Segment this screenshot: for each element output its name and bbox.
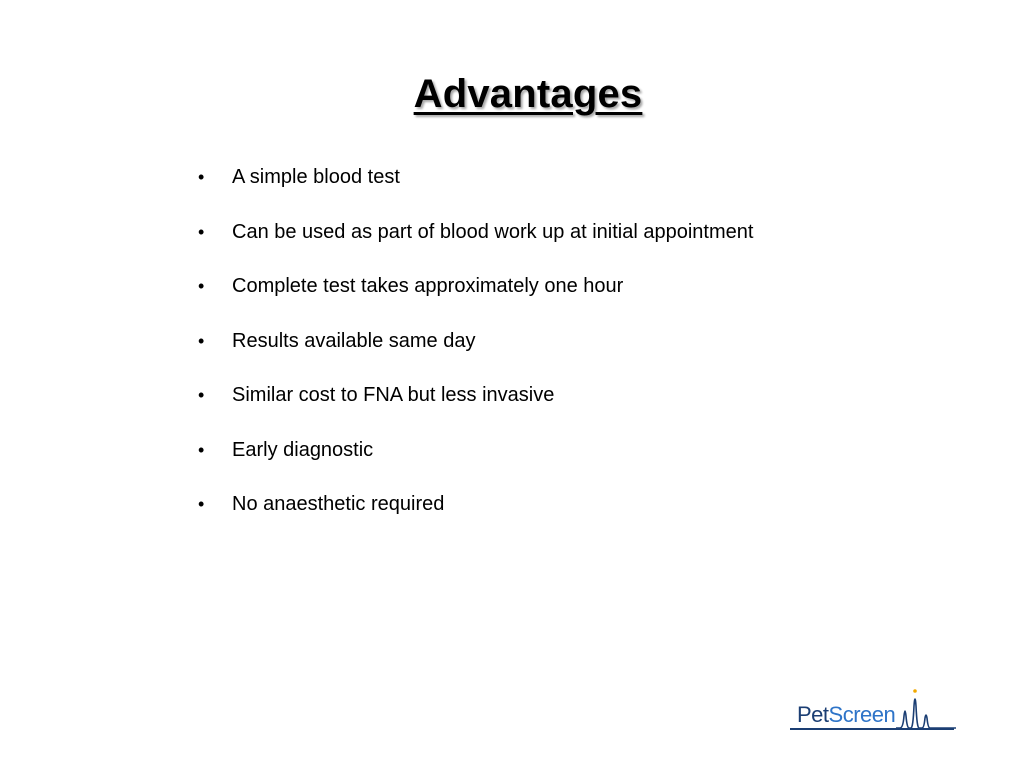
bullet-icon: • [198, 221, 205, 242]
bullet-text: Results available same day [232, 329, 476, 352]
bullet-text: Can be used as part of blood work up at initial appointment [232, 220, 754, 243]
bullet-icon: • [198, 330, 205, 351]
bullet-text: No anaesthetic required [232, 493, 445, 515]
logo-underline [790, 728, 954, 730]
bullet-icon: • [198, 385, 205, 405]
logo-text-screen: Screen [828, 702, 896, 727]
bullet-text: Similar cost to FNA but less invasive [232, 384, 555, 406]
bullet-text: A simple blood test [232, 166, 400, 188]
bullet-text: Complete test takes approximately one hour [232, 275, 624, 297]
spectrum-peaks-icon [896, 686, 956, 732]
bullet-icon: • [198, 439, 205, 460]
bullet-icon: • [198, 167, 205, 187]
logo-text-pet: Pet [797, 702, 829, 727]
bullet-text: Early diagnostic [232, 438, 374, 461]
petscreen-logo [788, 686, 956, 734]
bullet-icon: • [198, 494, 205, 514]
bullet-icon: • [198, 276, 205, 296]
slide-title: Advantages [413, 72, 643, 116]
logo-wordmark [797, 702, 895, 728]
